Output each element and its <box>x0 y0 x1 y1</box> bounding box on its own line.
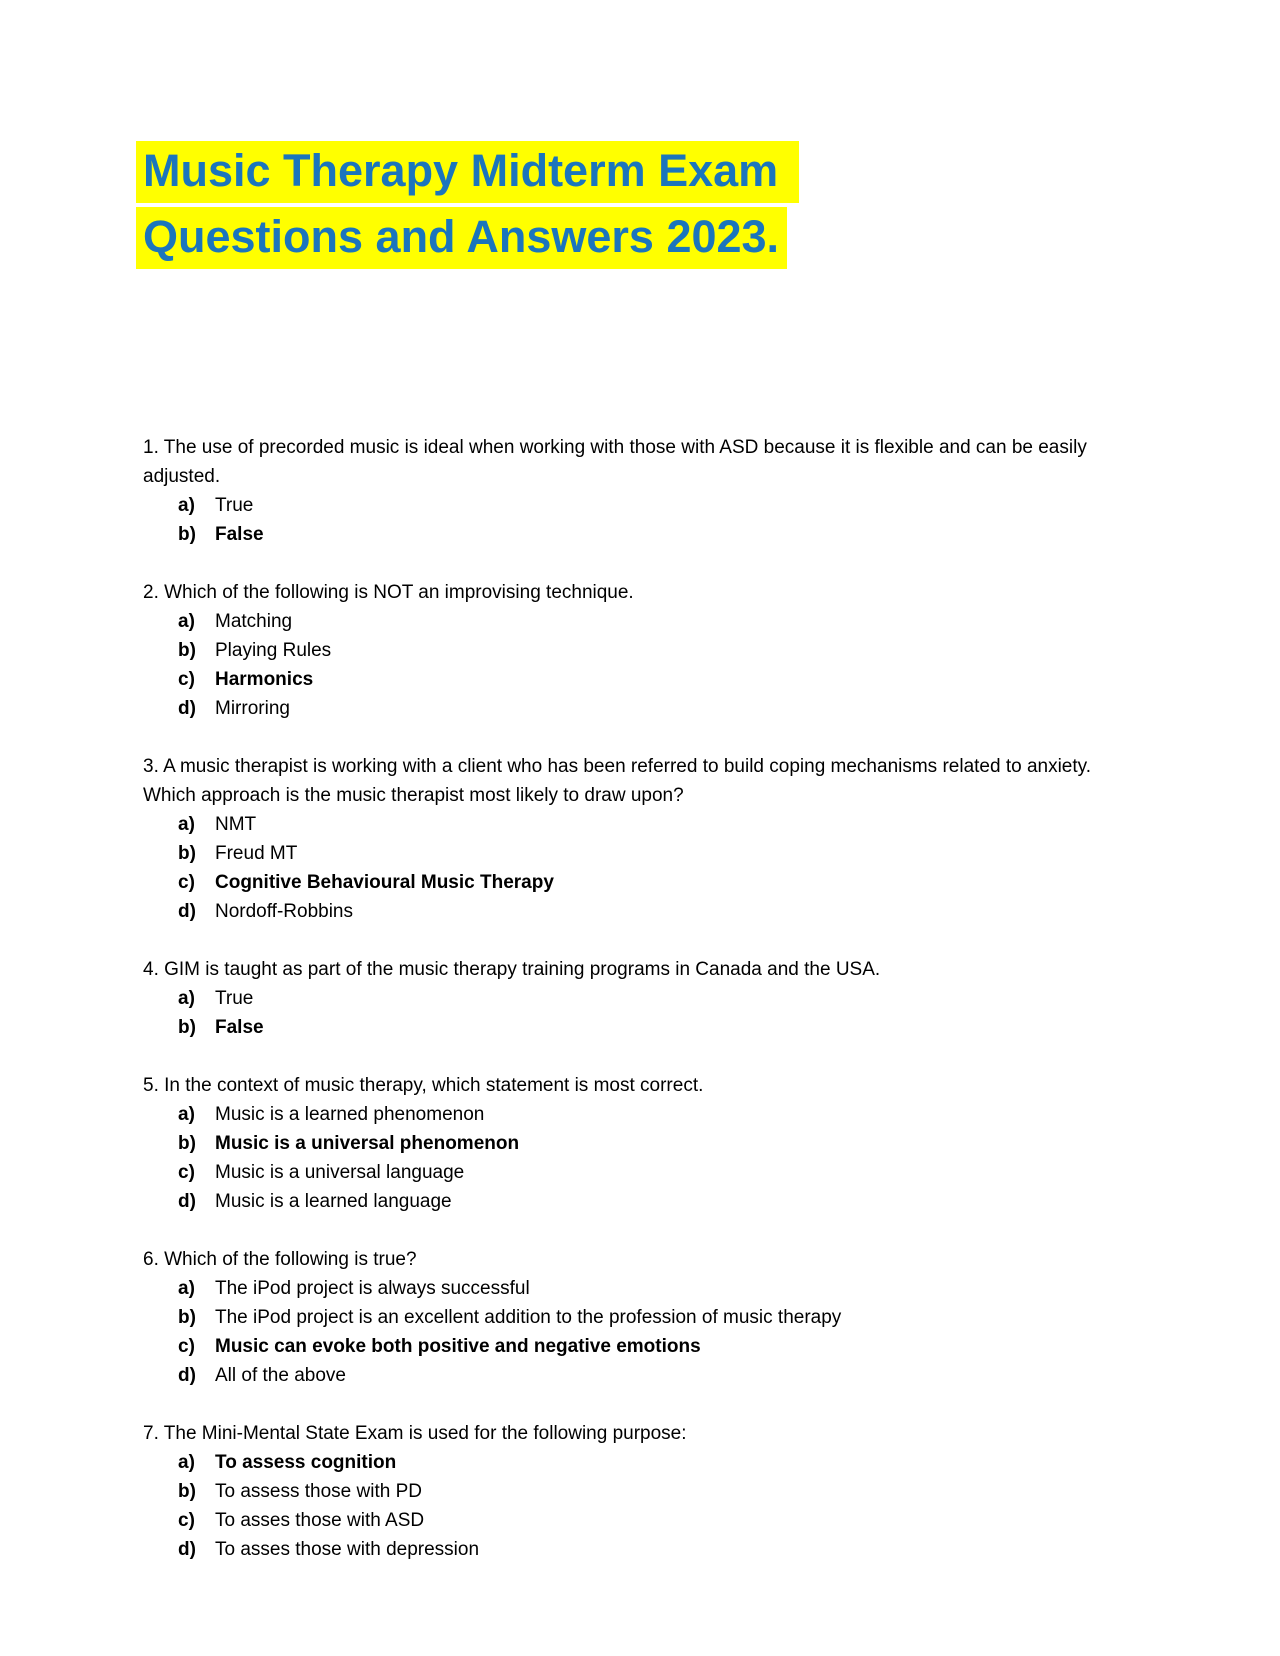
option-letter: d) <box>178 1191 196 1212</box>
option-text: Music can evoke both positive and negative emotions <box>215 1336 701 1357</box>
question-7-text: 7. The Mini-Mental State Exam is used for the following purpose: <box>143 1423 687 1444</box>
option-text: Music is a universal language <box>215 1162 465 1183</box>
option-letter: d) <box>178 1365 196 1386</box>
option-text: Harmonics <box>215 669 314 690</box>
page-title <box>143 141 1180 273</box>
question-7-option-a <box>143 1448 1180 1477</box>
option-letter: d) <box>178 698 196 719</box>
question-1-option-a <box>143 491 1180 520</box>
option-letter: a) <box>178 988 195 1009</box>
question-2-option-b <box>143 636 1180 665</box>
option-letter: b) <box>178 1307 196 1328</box>
question-4-text: 4. GIM is taught as part of the music therapy training programs in Canada and the USA. <box>143 959 881 980</box>
option-letter: b) <box>178 640 196 661</box>
option-letter: a) <box>178 1452 195 1473</box>
page-title-line-2: Questions and Answers 2023. <box>136 207 787 269</box>
question-5-option-d <box>143 1187 1180 1216</box>
option-text: To assess those with PD <box>215 1481 422 1502</box>
question-4-option-a <box>143 984 1180 1013</box>
option-letter: b) <box>178 1133 196 1154</box>
question-5-text: 5. In the context of music therapy, which statement is most correct. <box>143 1075 704 1096</box>
question-6-option-c <box>143 1332 1180 1361</box>
question-6 <box>143 1245 1180 1390</box>
question-7-option-b <box>143 1477 1180 1506</box>
option-text: Nordoff-Robbins <box>215 901 354 922</box>
option-letter: b) <box>178 524 196 545</box>
question-2-text: 2. Which of the following is NOT an improvising technique. <box>143 582 634 603</box>
option-letter: c) <box>178 872 195 893</box>
option-text: True <box>215 495 254 516</box>
option-letter: d) <box>178 1539 196 1560</box>
question-5-option-b <box>143 1129 1180 1158</box>
question-5 <box>143 1071 1180 1216</box>
question-5-option-a <box>143 1100 1180 1129</box>
question-2-option-c <box>143 665 1180 694</box>
document-header <box>143 141 1180 273</box>
option-letter: a) <box>178 1278 195 1299</box>
option-letter: a) <box>178 1104 195 1125</box>
question-3-text: 3. A music therapist is working with a client who has been referred to build coping mechanisms related to anxiety. Which approach is the music therapist most likely to draw upon? <box>143 756 1092 806</box>
question-3 <box>143 752 1180 926</box>
question-6-text: 6. Which of the following is true? <box>143 1249 417 1270</box>
option-text: False <box>215 524 264 545</box>
option-text: False <box>215 1017 264 1038</box>
question-6-option-d <box>143 1361 1180 1390</box>
option-text: To asses those with ASD <box>215 1510 425 1531</box>
question-6-option-b <box>143 1303 1180 1332</box>
option-letter: b) <box>178 1481 196 1502</box>
question-4 <box>143 955 1180 1042</box>
question-2-option-d <box>143 694 1180 723</box>
question-2-option-a <box>143 607 1180 636</box>
question-3-option-a <box>143 810 1180 839</box>
page-title-line-1: Music Therapy Midterm Exam <box>136 141 799 203</box>
option-letter: c) <box>178 669 195 690</box>
question-3-option-c <box>143 868 1180 897</box>
question-4-option-b <box>143 1013 1180 1042</box>
question-1-text: 1. The use of precorded music is ideal when working with those with ASD because it is flexible and can be easily adjusted. <box>143 437 1087 487</box>
option-letter: a) <box>178 611 195 632</box>
question-1-option-b <box>143 520 1180 549</box>
option-letter: c) <box>178 1162 195 1183</box>
option-text: The iPod project is an excellent addition to the profession of music therapy <box>215 1307 842 1328</box>
question-5-option-c <box>143 1158 1180 1187</box>
option-text: Music is a learned phenomenon <box>215 1104 485 1125</box>
option-text: True <box>215 988 254 1009</box>
questions-list <box>143 433 1180 1564</box>
option-text: Playing Rules <box>215 640 332 661</box>
option-letter: c) <box>178 1336 195 1357</box>
option-text: To assess cognition <box>215 1452 397 1473</box>
question-3-option-b <box>143 839 1180 868</box>
question-1 <box>143 433 1180 549</box>
question-7-option-d <box>143 1535 1180 1564</box>
question-2 <box>143 578 1180 723</box>
option-text: Cognitive Behavioural Music Therapy <box>215 872 554 893</box>
question-7-option-c <box>143 1506 1180 1535</box>
option-letter: d) <box>178 901 196 922</box>
option-text: All of the above <box>215 1365 346 1386</box>
option-text: Music is a universal phenomenon <box>215 1133 520 1154</box>
question-6-option-a <box>143 1274 1180 1303</box>
option-letter: b) <box>178 1017 196 1038</box>
option-text: Music is a learned language <box>215 1191 452 1212</box>
option-letter: c) <box>178 1510 195 1531</box>
option-letter: a) <box>178 814 195 835</box>
option-text: Mirroring <box>215 698 290 719</box>
option-letter: a) <box>178 495 195 516</box>
option-letter: b) <box>178 843 196 864</box>
option-text: NMT <box>215 814 257 835</box>
option-text: Freud MT <box>215 843 298 864</box>
option-text: The iPod project is always successful <box>215 1278 530 1299</box>
option-text: Matching <box>215 611 293 632</box>
option-text: To asses those with depression <box>215 1539 480 1560</box>
question-7 <box>143 1419 1180 1564</box>
question-3-option-d <box>143 897 1180 926</box>
